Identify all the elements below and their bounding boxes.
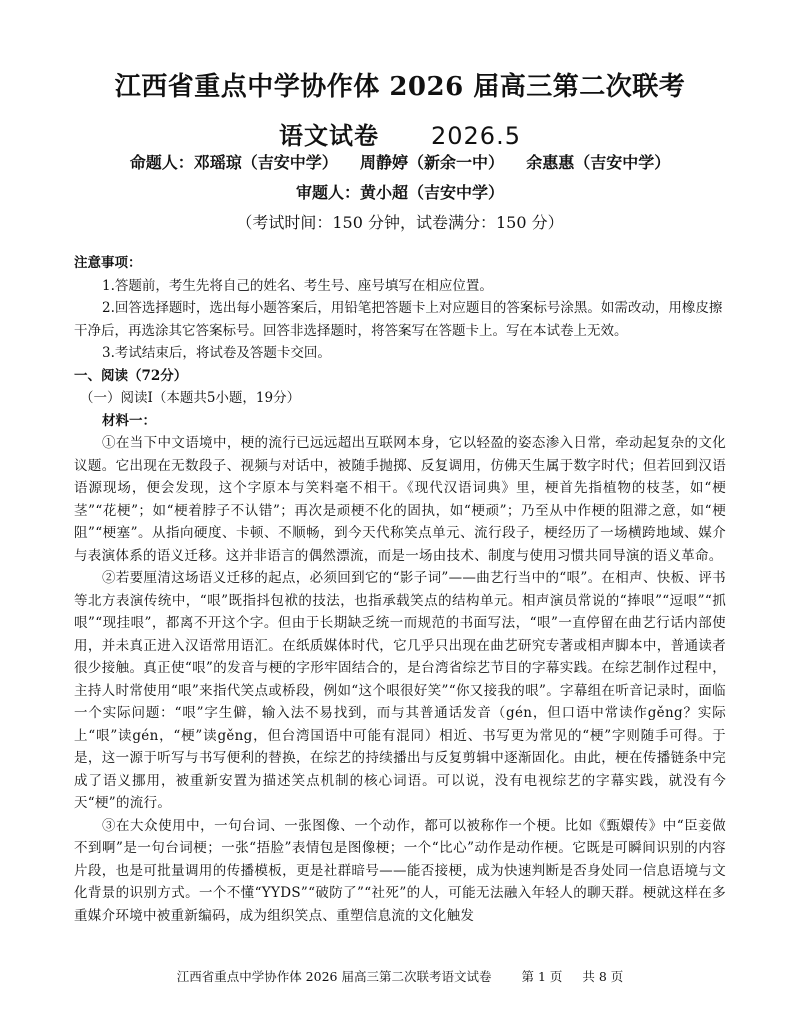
subsection-heading: （一）阅读Ⅰ（本题共5小题，19分）: [80, 390, 301, 406]
exam-body: [74, 252, 726, 927]
notice-item: 1.答题前，考生先将自己的姓名、考生号、座号填写在相应位置。: [102, 277, 493, 294]
exam-subject: 语文试卷: [279, 121, 379, 150]
body-paragraph: ②若要厘清这场语义迁移的起点，必须回到它的“影子词”——曲艺行当中的“哏”。在相声、快板、评书等北方表演传统中，“哏”既指抖包袱的技法，也指承载笑点的结构单元。相声演员常说的“捧哏”“逗哏”“抓哏”“现挂哏”，都离不开这个字。但由于长期缺乏统一而规范的书面写法，“哏”一直停留在曲艺行话内部使用，并未真正进入汉语常用语汇。在纸质媒体时代，它几乎只出现在曲艺研究专著或相声脚本中，普通读者很少接触。真正使“哏”的发音与梗的字形牢固结合的，是台湾省综艺节目的字幕实践。在综艺制作过程中，主持人时常使用“哏”来指代笑点或桥段，例如“这个哏很好笑”“你又接我的哏”。字幕组在听音记录时，面临一个实际问题：“哏”字生僻，输入法不易找到，而与其普通话发音（gén，但口语中常读作gěng？实际上“哏”读gén，“梗”读gěng，但台湾国语中可能有混同）相近、书写更为常见的“梗”字则随手可得。于是，这一源于听写与书写便利的替换，在综艺的持续播出与反复剪辑中逐渐固化。由此，梗在传播链条中完成了语义挪用，被重新安置为描述笑点机制的核心词语。可以说，没有电视综艺的字幕实践，就没有今天“梗”的流行。: [74, 570, 726, 811]
exam-title: 江西省重点中学协作体 2026 届高三第二次联考: [114, 72, 686, 102]
section-heading: 一、阅读（72分）: [74, 367, 188, 384]
material-label: 材料一：: [102, 412, 156, 429]
footer-page-number: 第 1 页: [521, 969, 563, 984]
page-footer: [0, 967, 800, 985]
body-paragraph: ①在当下中文语境中，梗的流行已远远超出互联网本身，它以轻盈的姿态渗入日常，牵动起复杂的文化议题。它出现在无数段子、视频与对话中，被随手抛掷、反复调用，仿佛天生属于数字时代；但若回到汉语语源现场，便会发现，这个字原本与笑料毫不相干。《现代汉语词典》里，梗首先指植物的枝茎，如“梗茎”“花梗”；如“梗着脖子不认错”；再次是顽梗不化的固执，如“梗顽”；乃至从中作梗的阻滞之意，如“梗阻”“梗塞”。从指向硬度、卡顿、不顺畅，到今天代称笑点单元、流行段子，梗经历了一场横跨地域、媒介与表演体系的语义迁移。这并非语言的偶然漂流，而是一场由技术、制度与使用习惯共同导演的语义革命。: [74, 435, 726, 564]
footer-title: 江西省重点中学协作体 2026 届高三第二次联考语文试卷: [176, 969, 492, 984]
body-paragraph: ③在大众使用中，一句台词、一张图像、一个动作，都可以被称作一个梗。比如《甄嬛传》中“臣妾做不到啊”是一句台词梗；一张“捂脸”表情包是图像梗；一个“比心”动作是动作梗。它既是可瞬间识别的内容片段，也是可批量调用的传播模板，更是社群暗号——能否接梗，成为快速判断是否身处同一信息语境与文化背景的识别方式。一个不懂“YYDS”“破防了”“社死”的人，可能无法融入年轻人的聊天群。梗就这样在多重媒介环境中被重新编码，成为组织笑点、重塑信息流的文化触发: [74, 817, 726, 924]
setters-line: 命题人：邓瑶琼（吉安中学） 周静婷（新余一中） 余惠惠（吉安中学）: [129, 153, 671, 172]
exam-date: 2026.5: [431, 122, 521, 150]
exam-subject-line: [0, 116, 800, 151]
reviewer-line: 审题人：黄小超（吉安中学）: [295, 183, 504, 202]
exam-info-line: （考试时间：150 分钟，试卷满分：150 分）: [236, 213, 564, 232]
notice-item: 2.回答选择题时，选出每小题答案后，用铅笔把答题卡上对应题目的答案标号涂黑。如需改动，用橡皮擦干净后，再选涂其它答案标号。回答非选择题时，将答案写在答题卡上。写在本试卷上无效。: [74, 300, 723, 339]
footer-total-pages: 共 8 页: [582, 969, 624, 984]
notice-item: 3.考试结束后，将试卷及答题卡交回。: [102, 345, 331, 361]
notice-heading: 注意事项：: [74, 255, 142, 271]
